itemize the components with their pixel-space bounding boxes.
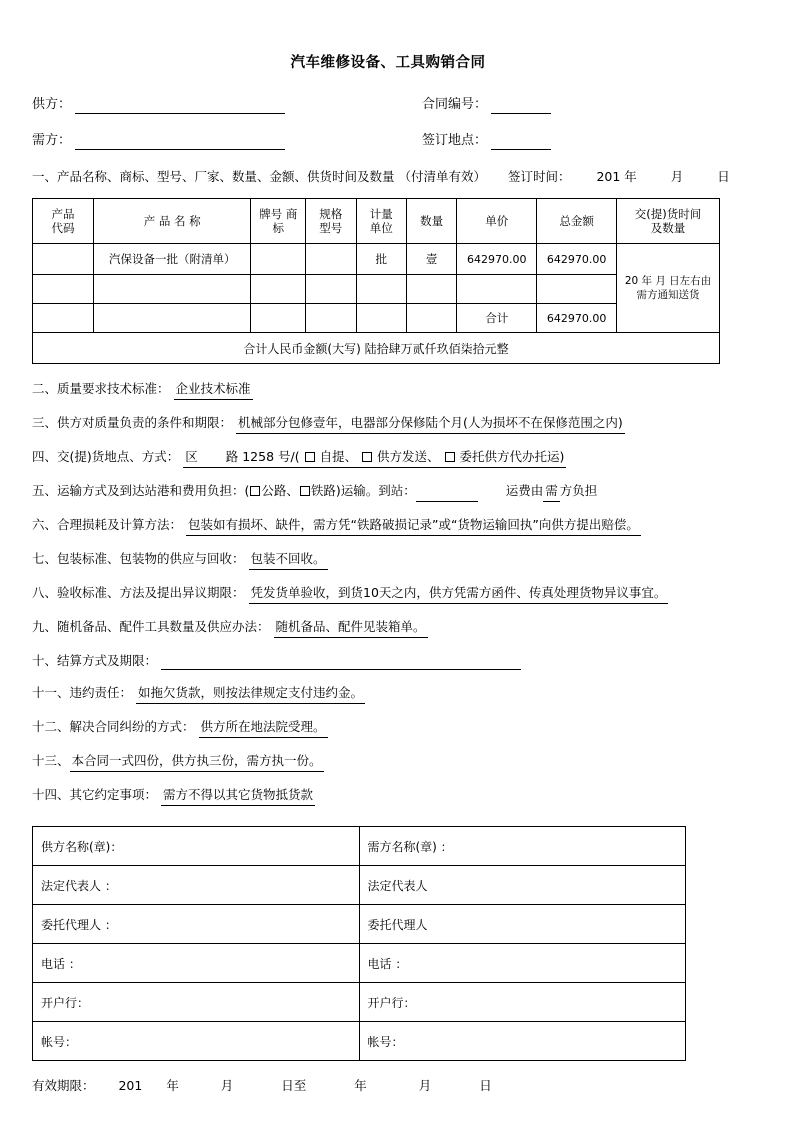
clause-7 (32, 550, 744, 570)
validity-month-unit-2: 月 (418, 1078, 432, 1093)
col-header-unit-l2: 单位 (369, 221, 393, 235)
validity-day-unit-2: 日 (479, 1078, 492, 1093)
clause-9 (32, 618, 744, 638)
document-body (32, 52, 744, 1095)
col-header-qty: 数量 (406, 199, 456, 244)
clause-12-value[interactable]: 供方所在地法院受理。 (199, 718, 328, 738)
col-header-spec-l2: 型号 (319, 221, 343, 235)
clause-12-label: 十二、解决合同纠纷的方式： (32, 719, 195, 734)
clause-5-freight-party[interactable]: 需 (543, 482, 560, 502)
summary-cell-qty (406, 304, 456, 333)
clause-13-label: 十三、 (32, 753, 70, 768)
clause-10 (32, 652, 744, 670)
buyer-label: 需方： (32, 133, 72, 148)
clause-14-value[interactable]: 需方不得以其它货物抵货款 (161, 786, 315, 806)
contract-no-label: 合同编号： (422, 97, 488, 112)
col-header-spec-l1: 规格 (319, 207, 343, 221)
table-summary-row (33, 304, 720, 333)
supplier-phone-label[interactable]: 电话 ： (33, 944, 360, 983)
clause-3-label: 三、供方对质量负责的条件和期限： (32, 415, 233, 430)
clause-2 (32, 380, 744, 400)
clause-4-value[interactable] (183, 448, 566, 468)
clause-11-value[interactable]: 如拖欠货款，则按法律规定支付违约金。 (136, 684, 365, 704)
validity-label: 有效期限： (32, 1078, 95, 1093)
sign-time-year-unit: 年 (624, 169, 637, 184)
clause-9-label: 九、随机备品、配件工具数量及供应办法： (32, 619, 270, 634)
clause-8-value[interactable]: 凭发货单验收，到货10天之内，供方凭需方函件、传真处理货物异议事宜。 (249, 584, 669, 604)
signature-row-legal-rep (33, 866, 686, 905)
sign-time-month-unit: 月 (670, 169, 684, 184)
clause-12 (32, 718, 744, 738)
summary-label: 合计 (457, 304, 537, 333)
col-header-unit (356, 199, 406, 244)
cell-price[interactable]: 642970.00 (457, 244, 537, 275)
clause-4-label: 四、交(提)货地点、方式： (32, 449, 180, 464)
clause-11 (32, 684, 744, 704)
clause-5-label: 五、运输方式及到达站港和费用负担：( (32, 483, 250, 498)
clause-4-road: 路 1258 号/( (225, 449, 300, 464)
page-title: 汽车维修设备、工具购销合同 (290, 55, 486, 71)
checkbox-self-pickup[interactable] (305, 452, 315, 462)
clause-4 (32, 448, 744, 468)
cell-unit[interactable] (356, 275, 406, 304)
validity-year-unit-2: 年 (354, 1078, 367, 1093)
cell-code[interactable] (33, 275, 94, 304)
buyer-legal-rep-label[interactable]: 法定代表人 (359, 866, 686, 905)
col-header-code-l2: 代码 (51, 221, 75, 235)
summary-cell-spec (306, 304, 356, 333)
amount-words-row (33, 333, 720, 364)
summary-cell-code (33, 304, 94, 333)
clause-4-opt3: 委托供方代办托运) (459, 449, 565, 464)
summary-cell-unit (356, 304, 406, 333)
clause-1-text: 一、产品名称、商标、型号、厂家、数量、金额、供货时间及数量 （付清单有效） (32, 169, 486, 184)
cell-code[interactable] (33, 244, 94, 275)
clause-5-opt1: 公路、 (261, 483, 299, 498)
supplier-account-label[interactable]: 帐号： (33, 1022, 360, 1061)
checkbox-railway[interactable] (300, 486, 310, 496)
supplier-label: 供方： (32, 97, 72, 112)
cell-delivery-note[interactable]: 20 年 月 日左右由需方通知送货 (617, 244, 720, 333)
validity-year-value[interactable]: 201 (118, 1078, 143, 1093)
validity-year-unit: 年 (166, 1078, 179, 1093)
clause-3-value[interactable]: 机械部分包修壹年，电器部分保修陆个月(人为损坏不在保修范围之内) (236, 414, 625, 434)
sign-time-day-unit: 日 (717, 169, 730, 184)
table-row (33, 275, 720, 304)
checkbox-entrusted-shipping[interactable] (445, 452, 455, 462)
sign-time-label: 签订时间： (507, 169, 571, 184)
col-header-name: 产 品 名 称 (93, 199, 251, 244)
supplier-bank-label[interactable]: 开户行： (33, 983, 360, 1022)
col-header-brand (251, 199, 306, 244)
clause-9-value[interactable]: 随机备品、配件见装箱单。 (274, 618, 428, 638)
product-table (32, 198, 720, 364)
amount-in-words: 合计人民币金额(大写) 陆拾肆万贰仟玖佰柒拾元整 (33, 333, 720, 364)
col-header-brand-l2: 标 (272, 221, 285, 235)
col-header-delivery (617, 199, 720, 244)
signature-row-agent (33, 905, 686, 944)
checkbox-supplier-delivery[interactable] (362, 452, 372, 462)
product-table-header-row (33, 199, 720, 244)
supplier-agent-label[interactable]: 委托代理人 ： (33, 905, 360, 944)
col-header-code (33, 199, 94, 244)
buyer-name-label[interactable]: 需方名称(章) ： (359, 827, 686, 866)
clause-3 (32, 414, 744, 434)
cell-name[interactable]: 汽保设备一批（附清单） (93, 244, 251, 275)
summary-cell-name (93, 304, 251, 333)
cell-total[interactable]: 642970.00 (537, 244, 617, 275)
clause-5-opt2: 铁路)运输。到站： (310, 483, 416, 498)
clause-11-label: 十一、违约责任： (32, 685, 133, 700)
clause-6-value[interactable]: 包装如有损坏、缺件，需方凭“铁路破损记录”或“货物运输回执”向供方提出赔偿。 (186, 516, 641, 536)
signature-row-account (33, 1022, 686, 1061)
validity-day-to-unit: 日至 (281, 1078, 307, 1093)
clause-1-line (32, 168, 744, 186)
clause-2-label: 二、质量要求技术标准： (32, 381, 170, 396)
signature-row-bank (33, 983, 686, 1022)
cell-qty[interactable] (406, 275, 456, 304)
buyer-account-label[interactable]: 帐号： (359, 1022, 686, 1061)
cell-name[interactable] (93, 275, 251, 304)
cell-price[interactable] (457, 275, 537, 304)
cell-qty[interactable]: 壹 (406, 244, 456, 275)
clause-2-value[interactable]: 企业技术标准 (174, 380, 253, 400)
summary-cell-brand (251, 304, 306, 333)
buyer-row (32, 132, 744, 150)
clause-13 (32, 752, 744, 772)
col-header-price: 单价 (457, 199, 537, 244)
cell-spec[interactable] (306, 275, 356, 304)
checkbox-highway[interactable] (250, 486, 260, 496)
col-header-delivery-l1: 交(提)货时间 (634, 207, 702, 221)
col-header-total: 总金额 (537, 199, 617, 244)
signature-row-name (33, 827, 686, 866)
buyer-agent-label[interactable]: 委托代理人 (359, 905, 686, 944)
clause-6 (32, 516, 744, 536)
col-header-unit-l1: 计量 (369, 207, 393, 221)
signature-table (32, 826, 686, 1061)
buyer-phone-label[interactable]: 电话 ： (359, 944, 686, 983)
buyer-bank-label[interactable]: 开户行： (359, 983, 686, 1022)
buyer-input[interactable] (75, 135, 285, 150)
table-row (33, 244, 720, 275)
col-header-brand-l1: 牌号 商 (259, 207, 298, 221)
col-header-code-l1: 产品 (51, 207, 75, 221)
clause-7-label: 七、包装标准、包装物的供应与回收： (32, 551, 245, 566)
sign-place-input[interactable] (491, 135, 551, 150)
clause-10-input[interactable] (161, 655, 521, 670)
summary-total: 642970.00 (537, 304, 617, 333)
supplier-row (32, 96, 744, 114)
clause-13-value[interactable]: 本合同一式四份，供方执三份，需方执一份。 (70, 752, 324, 772)
clause-5-station-input[interactable] (416, 487, 478, 502)
clause-5 (32, 482, 744, 502)
clause-10-label: 十、结算方式及期限： (32, 653, 158, 668)
supplier-name-label[interactable]: 供方名称(章)： (33, 827, 360, 866)
cell-unit[interactable]: 批 (356, 244, 406, 275)
cell-total[interactable] (537, 275, 617, 304)
cell-spec[interactable] (306, 244, 356, 275)
supplier-legal-rep-label[interactable]: 法定代表人 ： (33, 866, 360, 905)
col-header-delivery-l2: 及数量 (650, 221, 686, 235)
validity-month-unit: 月 (220, 1078, 234, 1093)
contract-no-input[interactable] (491, 99, 551, 114)
clause-4-opt2: 供方发送、 (377, 449, 440, 464)
clause-6-label: 六、合理损耗及计算方法： (32, 517, 183, 532)
clause-14-label: 十四、其它约定事项： (32, 787, 158, 802)
clause-14 (32, 786, 744, 806)
clause-8 (32, 584, 744, 604)
cell-brand[interactable] (251, 244, 306, 275)
clause-5-freight-tail: 方负担 (559, 483, 598, 498)
clause-4-district: 区 (185, 449, 198, 464)
clause-4-opt1: 自提、 (319, 449, 358, 464)
validity-period-row (32, 1077, 744, 1095)
clause-5-freight-label: 运费由 (505, 483, 544, 498)
clause-7-value[interactable]: 包装不回收。 (249, 550, 328, 570)
sign-place-label: 签订地点： (422, 133, 488, 148)
col-header-spec (306, 199, 356, 244)
supplier-input[interactable] (75, 99, 285, 114)
cell-brand[interactable] (251, 275, 306, 304)
sign-time-year-value[interactable]: 201 (596, 169, 621, 184)
clause-8-label: 八、验收标准、方法及提出异议期限： (32, 585, 245, 600)
signature-row-phone (33, 944, 686, 983)
